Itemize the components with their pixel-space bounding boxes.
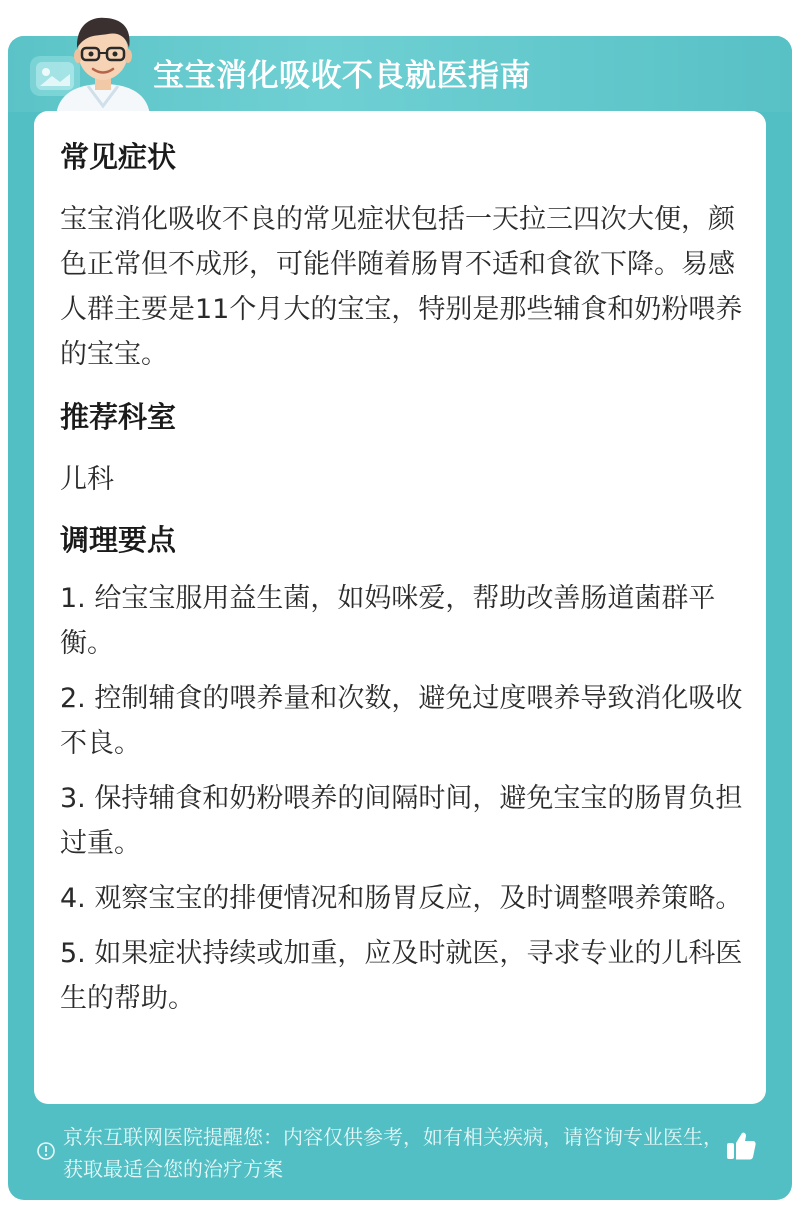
- care-tip-1: 1. 给宝宝服用益生菌，如妈咪爱，帮助改善肠道菌群平衡。: [60, 583, 716, 659]
- guide-card: [8, 36, 792, 1200]
- section-heading-symptoms: 常见症状: [60, 140, 177, 174]
- section-heading-department: 推荐科室: [60, 400, 177, 434]
- care-tip-5: 5. 如果症状持续或加重，应及时就医，寻求专业的儿科医生的帮助。: [60, 938, 743, 1014]
- care-tip-4: 4. 观察宝宝的排便情况和肠胃反应，及时调整喂养策略。: [60, 883, 743, 914]
- thumbs-up-icon[interactable]: [724, 1129, 758, 1163]
- footer-notice: 京东互联网医院提醒您：内容仅供参考，如有相关疾病，请咨询专业医生，获取最适合您的治疗方案: [63, 1125, 723, 1181]
- care-tip-3: 3. 保持辅食和奶粉喂养的间隔时间，避免宝宝的肠胃负担过重。: [60, 783, 743, 859]
- page-title: 宝宝消化吸收不良就医指南: [153, 58, 531, 94]
- section-heading-care: 调理要点: [60, 523, 177, 557]
- department-text: 儿科: [60, 464, 114, 495]
- doctor-avatar: [48, 6, 158, 116]
- info-icon: [36, 1141, 56, 1161]
- content-panel: [34, 111, 766, 1104]
- care-tip-2: 2. 控制辅食的喂养量和次数，避免过度喂养导致消化吸收不良。: [60, 683, 743, 759]
- symptoms-text: 宝宝消化吸收不良的常见症状包括一天拉三四次大便，颜色正常但不成形，可能伴随着肠胃不适和食欲下降。易感人群主要是11个月大的宝宝，特别是那些辅食和奶粉喂养的宝宝。: [60, 204, 743, 370]
